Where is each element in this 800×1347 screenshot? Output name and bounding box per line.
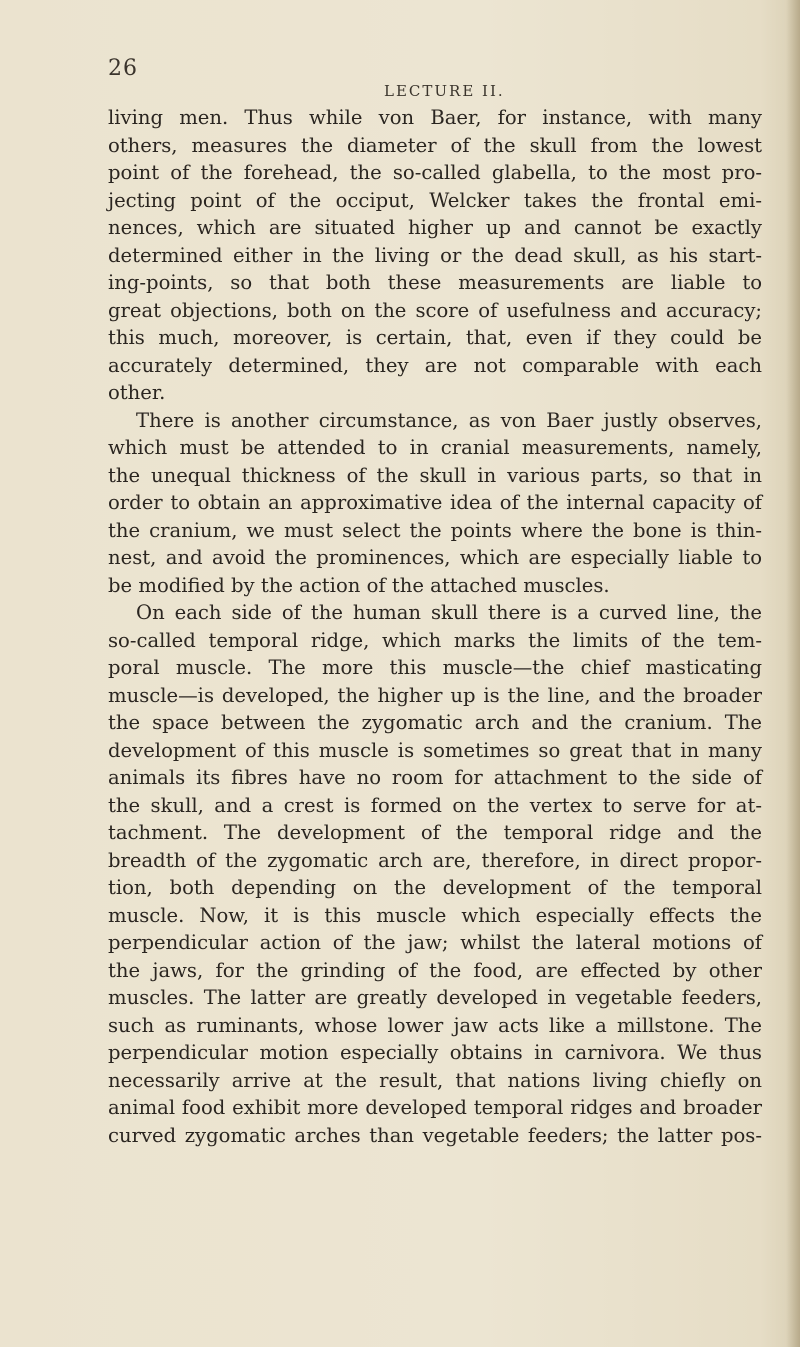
text-line: the cranium, we must select the points where the bone is thin- [108, 518, 762, 542]
page-number: 26 [108, 56, 138, 81]
text-line: nences, which are situated higher up and cannot be exactly [108, 216, 762, 239]
text-line: be modified by the action of the attached muscles. [108, 573, 610, 597]
text-line: great objections, both on the score of usefulness and accuracy; [108, 298, 762, 322]
text-line: so-called temporal ridge, which marks the limits of the tem- [108, 628, 762, 652]
text-line: order to obtain an approximative idea of the internal capacity of [108, 491, 762, 514]
text-line: poral muscle. The more this muscle—the chief masticating [108, 656, 762, 679]
text-line: tachment. The development of the temporal ridge and the [108, 821, 762, 844]
text-line: curved zygomatic arches than vegetable feeders; the latter pos- [108, 1123, 762, 1147]
text-line: muscle. Now, it is this muscle which especially effects the [108, 903, 762, 927]
text-line: breadth of the zygomatic arch are, therefore, in direct propor- [108, 848, 762, 872]
text-line: On each side of the human skull there is a curved line, the [136, 601, 762, 624]
text-line: development of this muscle is sometimes so great that in many [108, 738, 762, 762]
text-line: There is another circumstance, as von Baer justly observes, [136, 408, 762, 432]
text-line: living men. Thus while von Baer, for instance, with many [108, 106, 762, 129]
text-line: point of the forehead, the so-called glabella, to the most pro- [108, 161, 762, 184]
text-line: muscle—is developed, the higher up is the line, and the broader [108, 683, 762, 707]
text-line: animals its fibres have no room for attachment to the side of [108, 766, 762, 789]
text-line: others, measures the diameter of the skull from the lowest [108, 133, 762, 157]
text-line: tion, both depending on the development of the temporal [108, 876, 762, 899]
page-edge-shadow [786, 0, 800, 1347]
text-line: nest, and avoid the prominences, which are especially liable to [108, 546, 762, 569]
text-line: accurately determined, they are not comparable with each [108, 353, 762, 377]
text-line: perpendicular action of the jaw; whilst the lateral motions of [108, 931, 762, 954]
text-line: ing-points, so that both these measurements are liable to [108, 271, 762, 294]
body-text [108, 104, 762, 1149]
text-line: other. [108, 381, 166, 404]
text-line: muscles. The latter are greatly developed in vegetable feeders, [108, 986, 762, 1009]
text-line: the space between the zygomatic arch and the cranium. The [108, 711, 762, 734]
text-line: which must be attended to in cranial measurements, namely, [108, 436, 762, 459]
text-line: animal food exhibit more developed temporal ridges and broader [108, 1096, 762, 1119]
text-line: jecting point of the occiput, Welcker takes the frontal emi- [108, 188, 762, 212]
text-line: the unequal thickness of the skull in various parts, so that in [108, 463, 762, 487]
text-line: this much, moreover, is certain, that, even if they could be [108, 326, 762, 349]
text-line: perpendicular motion especially obtains in carnivora. We thus [108, 1041, 762, 1064]
running-head: LECTURE II. [384, 82, 505, 100]
text-line: necessarily arrive at the result, that nations living chiefly on [108, 1068, 762, 1092]
text-line: the skull, and a crest is formed on the vertex to serve for at- [108, 793, 762, 817]
text-line: such as ruminants, whose lower jaw acts like a millstone. The [108, 1013, 762, 1037]
text-line: determined either in the living or the dead skull, as his start- [108, 243, 762, 267]
text-line: the jaws, for the grinding of the food, are effected by other [108, 958, 762, 982]
